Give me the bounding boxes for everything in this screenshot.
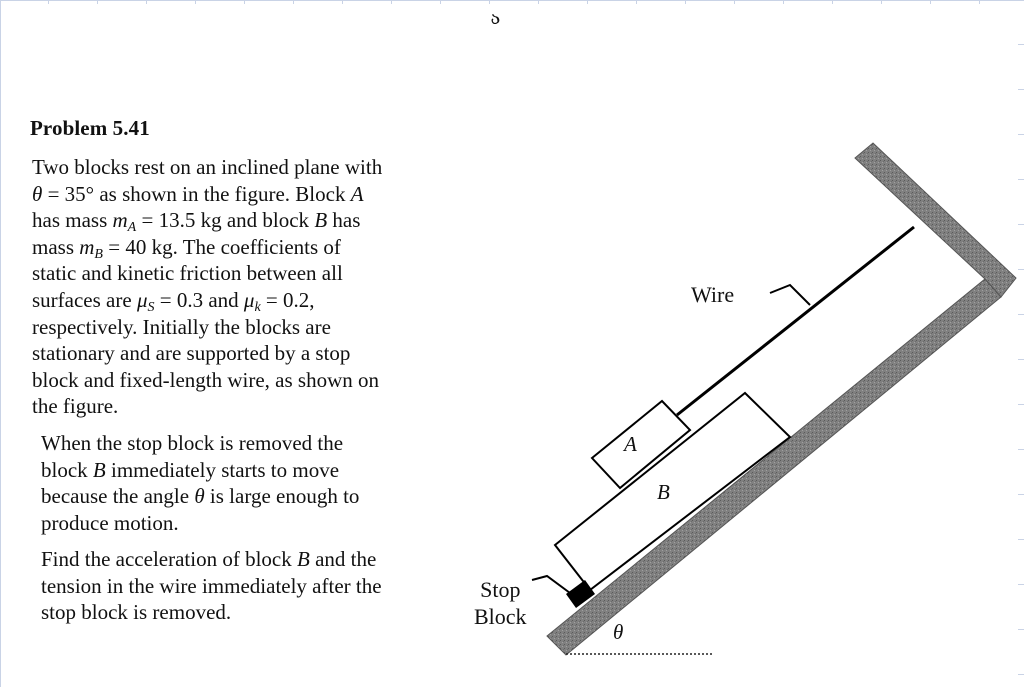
problem-title: Problem 5.41	[30, 116, 150, 140]
question-line: tension in the wire immediately after the	[41, 573, 382, 598]
statement-line: block and fixed-length wire, as shown on	[32, 367, 380, 392]
question-line: Find the acceleration of block B and the	[41, 547, 377, 571]
wire-label-leader	[770, 285, 810, 305]
statement-line: mass $m_B = 40$ kg. The coefficients of	[32, 234, 341, 262]
block-a-label: A	[624, 432, 637, 456]
statement-line: has mass $m_A = 13.5$ kg and block B has	[32, 208, 361, 236]
scan-artifact-mark: ა	[486, 6, 503, 30]
condition-line: block B immediately starts to move	[41, 457, 340, 482]
statement-line: the figure.	[32, 394, 119, 419]
condition-line: because the angle θ is large enough to	[41, 484, 360, 509]
stop-label-leader	[532, 576, 570, 593]
statement-line: θ = 35° as shown in the figure. Block A	[32, 181, 364, 206]
angle-theta-label: θ	[613, 620, 624, 644]
stop-label-line: Block	[474, 604, 527, 629]
condition-line: produce motion.	[41, 510, 179, 535]
statement-line: surfaces are $\mu_S = 0.3$ and $\mu_k = 0.2$,	[32, 287, 315, 315]
incline-wall	[855, 143, 1016, 297]
condition-line: When the stop block is removed the	[41, 431, 344, 455]
stop-label-line: Stop	[480, 577, 521, 602]
block-b-label: B	[657, 480, 670, 504]
question-line: stop block is removed.	[41, 600, 232, 625]
statement-line: static and kinetic friction between all	[32, 261, 343, 286]
statement-line: stationary and are supported by a stop	[32, 341, 351, 366]
statement-line: Two blocks rest on an inclined plane with	[32, 155, 383, 179]
statement-line: respectively. Initially the blocks are	[32, 314, 331, 339]
stop-block-label	[474, 576, 527, 630]
wire-label: Wire	[691, 282, 735, 307]
